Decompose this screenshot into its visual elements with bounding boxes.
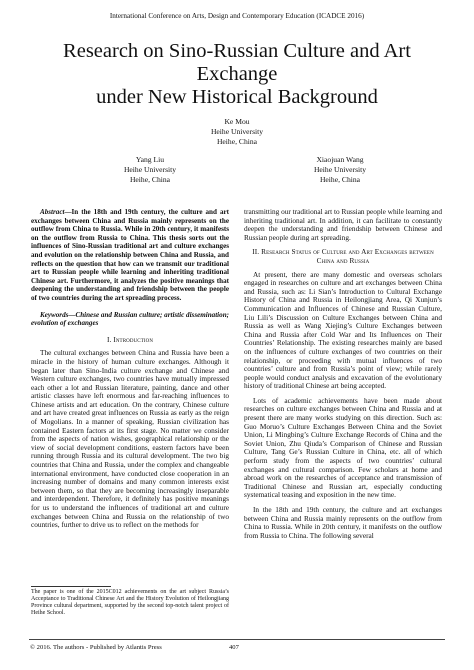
section-heading-research-status: II. Research Status of Culture and Art Exchanges between China and Russia [252,247,434,265]
footer-divider [29,639,445,640]
author-name: Xiaojuan Wang [316,155,364,164]
author-block-1 [187,117,287,147]
author-affiliation: Heihe University [123,165,177,174]
author-affiliation: Heihe University [210,127,264,136]
body-paragraph: At present, there are many domestic and overseas scholars engaged in researches on culture and art exchanges between China and Russia, such as: Li Sian’s Introduction to Cultural Exchange History of China and Russia in Heilongjiang Area, Qi Xunjun’s Communication and Influences of Chinese and Russian Culture, Liu Lili’s Discussion on Culture Exchanges between China and Russia as well as Wang Xiejing’s Culture Exchanges between China and Russia after Cold War and Its Influences on Their Countries’ Relationship. The existing researches mainly are based on the influences of culture exchanges of two countries on their relationship, or proceeding with mutual influences of two countries’ culture and from Russia’s point of view; while rarely people would conduct analysis and excavation of the evolutionary history of traditional Chinese art being accepted. [244,269,442,391]
author-block-3 [260,155,420,185]
paper-title [30,40,444,109]
continued-paragraph: transmitting our traditional art to Russian people while learning and inheriting traditional art. In addition, it can facilitate to constantly deepen the understanding and friendship between Chinese and Russian people during art spreading. [244,207,442,242]
author-name: Yang Liu [135,155,165,164]
left-column [31,208,229,530]
introduction-paragraph: The cultural exchanges between China and Russia have been a miracle in the history of human culture exchanges. Although it began later than Sino-India culture exchange and Chinese and Western culture exchanges, two countries have mutually impressed each other a lot and Russian literature, painting, dance and other artistic classes have left enormous and far-reaching influences to Chinese artists and art education. On the contrary, Chinese culture and art have created great influences on Russia as early as the reign of Mogolians. In a manner of speaking, Russian civilization has contained Eastern factors at its first stage. No matter we consider from the aspects of nation wishes, geographical relationship or the view of social development conditions, eastern factors have been running through Russia and its cultural development. The two big countries that China and Russia, under the complex and changeable international environment, have conducted close cooperation in an increasing number of domains and many common interests exist between them, so that they are becoming increasingly inseparable and interdependent. Therefore, it definitely has positive meanings for us to understand the influences of traditional art and culture exchanges between China and Russia on the relationship of two countries, further to drive us to reflect on the methods for [31,348,229,530]
title-line-2: under New Historical Background [96,86,378,108]
page-number: 407 [229,644,239,651]
author-location: Heihe, China [319,175,361,184]
keywords-text: —Chinese and Russian culture; artistic dissemination; evolution of exchanges [31,310,230,328]
footer-copyright: © 2016. The authors - Published by Atlantis Press [30,644,162,651]
keywords-label: Keywords [40,310,69,319]
abstract [31,208,229,303]
section-heading-introduction: I. Introduction [106,334,154,344]
body-paragraph: In the 18th and 19th century, the culture and art exchanges between China and Russia mainly represents on the outflow from China to Russia. While in 20th century, it manifests on the outflow from Russia to China. The following several [244,505,442,540]
body-paragraph: Lots of academic achievements have been made about researches on culture exchanges between China and Russia and at present there are many works studying on this direction. Such as: Guo Moruo’s Culture Exchanges Between China and the Soviet Union, Li Mingbing’s Culture Exchange Records of China and the Soviet Union, Zhu Qiuda’s Comparison of Chinese and Russian Culture, Tang Ge’s Russian Culture in China, etc. all of which perform study from the aspects of two countries’ cultural exchanges and cultural comparison. Few scholars at home and abroad work on the researches of acceptance and transmission of Traditional Chinese and Russian art, especially conducting systematical teasing and exposition in the new time. [244,395,442,500]
author-name: Ke Mou [224,117,250,126]
right-column [244,208,442,540]
abstract-label: Abstract [40,208,65,216]
keywords [31,311,229,328]
author-block-2 [70,155,230,185]
author-location: Heihe, China [129,175,171,184]
author-affiliation: Heihe University [313,165,367,174]
title-line-1: Research on Sino-Russian Culture and Art Exchange [63,40,411,85]
abstract-text: —In the 18th and 19th century, the culture and art exchanges between China and Russia mainly represents on the outflow from China to Russia. While in 20th century, it manifests on the outflow from Russia to China. This thesis sorts out the influences of Sino-Russian traditional art and culture exchanges and evolution on the relationship between China and Russia, and reflects on the question that how can we transmit our traditional art to Russian people while learning and inheriting traditional Chinese art. Furthermore, it analyzes the positive meanings that deepening the understanding and friendship between the people of two countries during the art spreading process. [31,208,229,302]
footnote: The paper is one of the 2015C012 achievements on the art subject Russia’s Acceptance to Traditional Chinese Art and the History Evolution of Heilongjiang Province cultural department, supported by the second top-notch talent project of Heihe School. [31,589,229,616]
footnote-divider [31,586,111,587]
conference-header: International Conference on Arts, Design and Contemporary Education (ICADCE 2016) [109,12,365,20]
author-location: Heihe, China [216,137,258,146]
